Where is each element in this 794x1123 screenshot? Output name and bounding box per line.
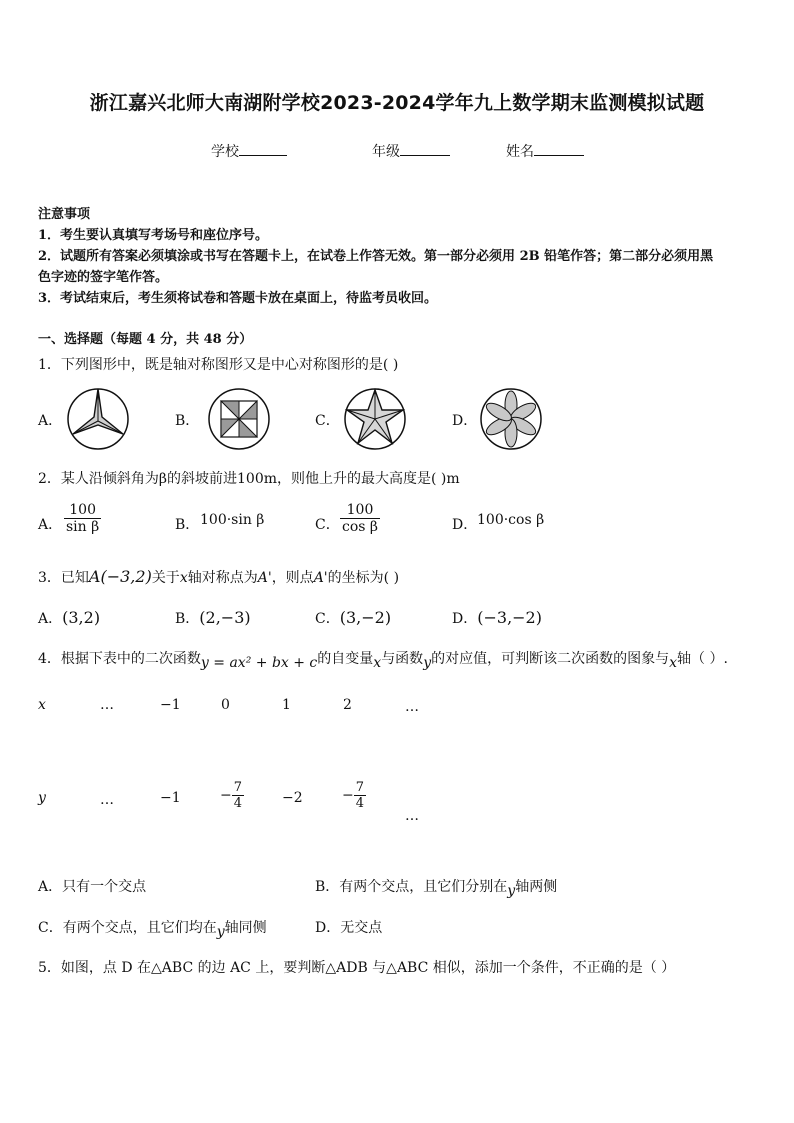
- name-label: 姓名: [506, 144, 534, 160]
- option-var: y: [216, 924, 225, 940]
- q3-point-prime: A': [257, 570, 272, 586]
- q4-stem-mid: 的自变量: [317, 651, 374, 667]
- q2-option-d-value: 100·cos β: [477, 512, 545, 528]
- q4-option-a[interactable]: A．只有一个交点: [38, 879, 147, 895]
- name-blank[interactable]: [534, 141, 584, 156]
- q3-option-c[interactable]: [315, 608, 391, 628]
- q2-option-a-label[interactable]: A．: [38, 517, 63, 533]
- notice-heading: 注意事项: [38, 207, 91, 222]
- q2-option-b-value: 100·sin β: [200, 512, 265, 528]
- school-blank[interactable]: [239, 141, 287, 156]
- fraction-numerator: 7: [355, 780, 365, 795]
- q2-option-c-value: [340, 502, 380, 535]
- q4-option-d[interactable]: D．无交点: [315, 920, 383, 936]
- q4-stem-pre: 4．根据下表中的二次函数: [38, 651, 201, 667]
- school-field: [211, 141, 287, 161]
- section-heading: 一、选择题（每题 4 分，共 48 分）: [38, 332, 253, 347]
- q3-stem: [38, 567, 399, 587]
- fraction-numerator: 100: [69, 502, 96, 518]
- q4-stem-end: 的对应值，可判断该二次函数的图象与: [431, 651, 670, 667]
- q4-option-b[interactable]: [315, 876, 558, 899]
- q2-stem: 2．某人沿倾斜角为β的斜坡前进100m，则他上升的最大高度是( )m: [38, 471, 460, 487]
- q4-option-c[interactable]: [38, 917, 267, 940]
- q3-option-d[interactable]: [452, 608, 542, 628]
- table-cell: …: [405, 808, 419, 824]
- q3-option-b[interactable]: [175, 608, 251, 628]
- q3-stem-pre: 3．已知: [38, 570, 89, 586]
- option-text: 轴两侧: [515, 879, 558, 895]
- fraction-sign: −: [342, 787, 354, 804]
- option-label: A．: [38, 611, 63, 627]
- q3-stem-end: 的坐标为( ): [327, 570, 400, 586]
- q4-stem-mid2: 与函数: [381, 651, 424, 667]
- q3-point-prime: A': [313, 570, 328, 586]
- q1-figure-d: [479, 387, 543, 451]
- school-label: 学校: [211, 144, 239, 160]
- table-cell: 0: [221, 697, 230, 713]
- fraction-numerator: 7: [233, 780, 243, 795]
- table-cell: …: [100, 792, 114, 808]
- table-cell: 2: [343, 697, 352, 713]
- q1-figure-b: [207, 387, 271, 451]
- option-label: B．: [175, 611, 200, 627]
- table-cell-fraction: [220, 780, 244, 811]
- table-cell: …: [405, 699, 419, 715]
- q1-option-d-label[interactable]: D．: [452, 413, 478, 429]
- q3-option-a[interactable]: [38, 608, 100, 628]
- option-value: (−3,−2): [477, 608, 542, 627]
- table-cell: −2: [282, 790, 303, 806]
- q1-option-a-label[interactable]: A．: [38, 413, 63, 429]
- q2-option-c-label[interactable]: C．: [315, 517, 340, 533]
- q3-axis: x: [179, 570, 188, 586]
- option-label: C．: [315, 611, 340, 627]
- q3-stem-mid: 关于: [151, 570, 180, 586]
- q4-var-y: y: [423, 655, 432, 671]
- table-cell: −1: [160, 697, 181, 713]
- q4-var-x: x: [669, 655, 678, 671]
- grade-field: [372, 141, 450, 161]
- q1-option-c-label[interactable]: C．: [315, 413, 340, 429]
- option-text: C．有两个交点，且它们均在: [38, 920, 217, 936]
- table-row-y-label: y: [38, 790, 46, 806]
- table-row-x-label: x: [38, 697, 46, 713]
- option-value: (2,−3): [199, 608, 251, 627]
- notice-item: 1．考生要认真填写考场号和座位序号。: [38, 228, 269, 243]
- notice-item: 2．试题所有答案必须填涂或书写在答题卡上，在试卷上作答无效。第一部分必须用 2B 铅笔作答；第二部分必须用黑: [38, 249, 714, 264]
- option-text: 轴同侧: [224, 920, 267, 936]
- q1-figure-c: [343, 387, 407, 451]
- q4-function: y = ax² + bx + c: [200, 655, 318, 671]
- q2-option-a-value: [64, 502, 101, 535]
- page-title: 浙江嘉兴北师大南湖附学校2023-2024学年九上数学期末监测模拟试题: [89, 92, 705, 114]
- q1-figure-a: [66, 387, 130, 451]
- q3-point: A(−3,2): [88, 567, 152, 586]
- q4-stem: [38, 648, 728, 671]
- notice-item: 色字迹的签字笔作答。: [38, 270, 169, 285]
- fraction-denominator: sin β: [66, 519, 100, 535]
- option-var: y: [507, 883, 516, 899]
- fraction-denominator: 4: [233, 796, 243, 811]
- q4-stem-end2: 轴（ ）.: [677, 651, 728, 667]
- option-text: B．有两个交点，且它们分别在: [315, 879, 508, 895]
- table-cell: −1: [160, 790, 181, 806]
- option-value: (3,2): [62, 608, 101, 627]
- q5-stem: 5．如图，点 D 在△ABC 的边 AC 上，要判断△ADB 与△ABC 相似，添加一个条件，不正确的是（ ）: [38, 960, 676, 976]
- option-value: (3,−2): [339, 608, 392, 627]
- table-cell: 1: [282, 697, 291, 713]
- fraction-denominator: cos β: [342, 519, 378, 535]
- q3-stem-mid2: 轴对称点为: [187, 570, 258, 586]
- fraction-sign: −: [220, 787, 232, 804]
- q2-option-d-label[interactable]: D．: [452, 517, 478, 533]
- q4-var-x: x: [373, 655, 382, 671]
- notice-item: 3．考试结束后，考生须将试卷和答题卡放在桌面上，待监考员收回。: [38, 291, 438, 306]
- q1-option-b-label[interactable]: B．: [175, 413, 200, 429]
- grade-blank[interactable]: [400, 141, 450, 156]
- q2-option-b-label[interactable]: B．: [175, 517, 200, 533]
- fraction-numerator: 100: [346, 502, 374, 518]
- name-field: [506, 141, 584, 161]
- grade-label: 年级: [372, 144, 400, 160]
- fraction-denominator: 4: [355, 796, 365, 811]
- q1-stem: 1．下列图形中，既是轴对称图形又是中心对称图形的是( ): [38, 357, 399, 373]
- q3-stem-mid3: ，则点: [271, 570, 314, 586]
- table-cell: …: [100, 697, 114, 713]
- option-label: D．: [452, 611, 478, 627]
- table-cell-fraction: [342, 780, 366, 811]
